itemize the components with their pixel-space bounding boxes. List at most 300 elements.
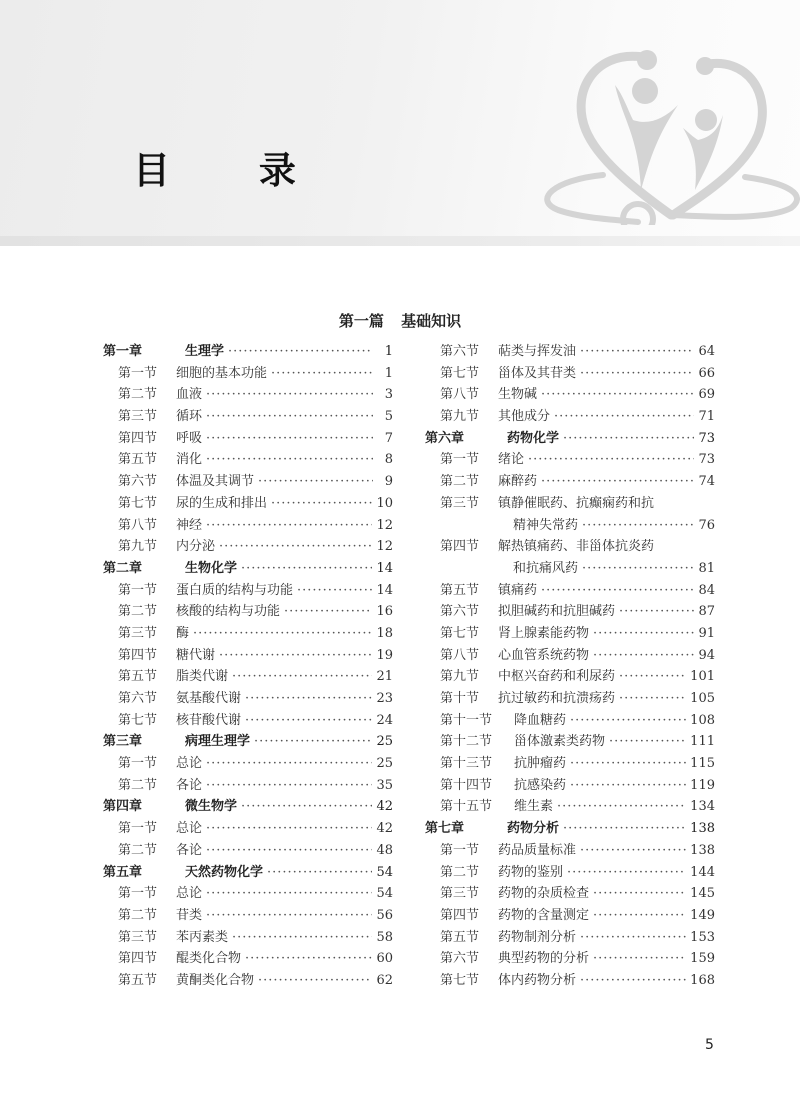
toc-chapter-row[interactable] xyxy=(425,428,715,450)
entry-title: 血液 xyxy=(176,387,203,403)
entry-page: 10 xyxy=(376,495,393,511)
toc-section-row[interactable] xyxy=(103,666,393,688)
entry-page: 84 xyxy=(698,582,715,598)
toc-section-row[interactable] xyxy=(425,840,715,862)
dot-leader xyxy=(206,428,373,450)
entry-page: 8 xyxy=(384,452,393,468)
entry-number: 第二节 xyxy=(118,842,158,858)
entry-page: 58 xyxy=(376,929,393,945)
entry-page: 159 xyxy=(690,951,715,967)
toc-section-row[interactable] xyxy=(103,905,393,927)
toc-section-row[interactable] xyxy=(103,753,393,775)
entry-title: 抗过敏药和抗溃疡药 xyxy=(498,691,616,706)
toc-section-row[interactable] xyxy=(425,905,715,927)
entry-title: 循环 xyxy=(176,409,203,425)
entry-number: 第六节 xyxy=(440,344,480,359)
entry-number: 第五节 xyxy=(118,452,158,468)
entry-title: 抗感染药 xyxy=(514,777,567,793)
entry-page: 42 xyxy=(376,799,393,815)
toc-section-row[interactable] xyxy=(103,449,393,471)
entry-page: 9 xyxy=(384,474,393,490)
toc-section-row[interactable] xyxy=(425,970,715,992)
entry-number: 第九节 xyxy=(440,669,480,685)
entry-number: 第五节 xyxy=(440,582,480,598)
toc-section-row[interactable] xyxy=(103,428,393,450)
toc-section-row[interactable] xyxy=(425,688,715,710)
entry-title: 药物化学 xyxy=(507,430,560,446)
dot-leader xyxy=(619,666,686,688)
dot-leader xyxy=(193,623,372,645)
entry-number: 第七节 xyxy=(440,365,480,381)
entry-number: 第四节 xyxy=(118,430,158,446)
dot-leader xyxy=(258,970,372,992)
dot-leader xyxy=(563,428,694,450)
dot-leader xyxy=(580,363,694,385)
entry-number: 第一节 xyxy=(118,365,158,381)
dot-leader xyxy=(206,515,372,537)
entry-title: 药物分析 xyxy=(507,821,560,837)
entry-number: 第一章 xyxy=(103,344,143,359)
entry-page: 73 xyxy=(698,430,715,446)
entry-page: 71 xyxy=(698,409,715,425)
dot-leader xyxy=(271,493,372,515)
entry-number: 第七节 xyxy=(440,625,480,641)
entry-title: 糖代谢 xyxy=(176,647,216,663)
dot-leader xyxy=(206,775,372,797)
entry-title: 中枢兴奋药和利尿药 xyxy=(498,669,616,685)
toc-section-row[interactable] xyxy=(103,580,393,602)
entry-number: 第十一节 xyxy=(440,712,493,728)
entry-number: 第一节 xyxy=(440,842,480,858)
entry-page: 144 xyxy=(690,864,715,880)
dot-leader xyxy=(541,384,694,406)
dot-leader xyxy=(258,471,373,493)
entry-title: 苯丙素类 xyxy=(176,929,229,945)
entry-number: 第三节 xyxy=(118,929,158,945)
entry-number: 第二节 xyxy=(118,387,158,403)
entry-number: 第六节 xyxy=(440,951,480,967)
toc-section-row[interactable] xyxy=(425,341,715,363)
dot-leader xyxy=(206,818,372,840)
entry-number: 第六节 xyxy=(118,474,158,490)
entry-number: 第七节 xyxy=(118,495,158,511)
dot-leader xyxy=(609,731,686,753)
entry-title: 消化 xyxy=(176,452,203,468)
entry-number: 第一节 xyxy=(118,582,158,598)
entry-page: 74 xyxy=(698,474,715,490)
toc-section-row[interactable] xyxy=(425,862,715,884)
entry-title: 镇静催眠药、抗癫痫药和抗 xyxy=(498,495,655,511)
toc-section-row[interactable] xyxy=(425,536,715,558)
toc-section-row[interactable] xyxy=(425,449,715,471)
entry-title: 心血管系统药物 xyxy=(498,647,590,663)
entry-number: 第七章 xyxy=(425,821,465,837)
entry-title: 药物制剂分析 xyxy=(498,929,577,945)
dot-leader xyxy=(582,558,694,580)
entry-title: 生理学 xyxy=(185,344,225,359)
dot-leader xyxy=(567,862,686,884)
dot-leader xyxy=(580,970,686,992)
entry-number: 第七节 xyxy=(118,712,158,728)
entry-page: 3 xyxy=(384,387,393,403)
family-heart-stethoscope-logo-icon xyxy=(533,25,800,225)
entry-number: 第三节 xyxy=(118,625,158,641)
entry-number: 第二节 xyxy=(440,864,480,880)
entry-title: 黄酮类化合物 xyxy=(176,972,255,988)
entry-number: 第三节 xyxy=(118,409,158,425)
toc-section-row[interactable] xyxy=(103,883,393,905)
entry-page: 60 xyxy=(376,951,393,967)
toc-section-row[interactable] xyxy=(425,710,715,732)
toc-section-row[interactable] xyxy=(103,927,393,949)
dot-leader xyxy=(245,710,372,732)
dot-leader xyxy=(206,753,372,775)
toc-section-row[interactable] xyxy=(425,384,715,406)
toc-section-row[interactable] xyxy=(425,753,715,775)
entry-page: 48 xyxy=(376,842,393,858)
toc-section-row[interactable] xyxy=(425,775,715,797)
entry-page: 111 xyxy=(690,734,715,750)
entry-title: 体内药物分析 xyxy=(498,972,577,988)
entry-number: 第十节 xyxy=(440,691,480,706)
entry-page: 21 xyxy=(376,669,393,685)
entry-number: 第五节 xyxy=(118,669,158,685)
entry-page: 69 xyxy=(698,387,715,403)
dot-leader xyxy=(593,883,686,905)
entry-title: 核苷酸代谢 xyxy=(176,712,242,728)
dot-leader xyxy=(241,558,372,580)
dot-leader xyxy=(241,796,372,818)
dot-leader xyxy=(593,645,694,667)
toc-section-row[interactable] xyxy=(425,471,715,493)
entry-title: 降血糖药 xyxy=(514,712,567,728)
entry-number: 第四节 xyxy=(440,907,480,923)
entry-title: 药物的鉴别 xyxy=(498,864,564,880)
entry-number: 第六章 xyxy=(425,430,465,446)
dot-leader xyxy=(232,927,372,949)
entry-number: 第五节 xyxy=(440,929,480,945)
entry-page: 134 xyxy=(690,799,715,815)
entry-page: 7 xyxy=(384,430,393,446)
entry-title: 氨基酸代谢 xyxy=(176,691,242,706)
entry-number: 第五节 xyxy=(118,972,158,988)
entry-page: 81 xyxy=(698,560,715,576)
entry-page: 138 xyxy=(690,842,715,858)
dot-leader xyxy=(267,862,372,884)
entry-page: 108 xyxy=(690,712,715,728)
entry-title: 镇痛药 xyxy=(498,582,538,598)
dot-leader xyxy=(254,731,372,753)
entry-title: 肾上腺素能药物 xyxy=(498,625,590,641)
entry-title: 各论 xyxy=(176,842,203,858)
toc-chapter-row[interactable] xyxy=(103,862,393,884)
entry-page: 91 xyxy=(698,625,715,641)
toc-section-row[interactable] xyxy=(425,363,715,385)
toc-section-row[interactable] xyxy=(103,493,393,515)
entry-number: 第三节 xyxy=(440,495,480,511)
entry-page: 16 xyxy=(376,604,393,620)
entry-title: 解热镇痛药、非甾体抗炎药 xyxy=(498,539,655,555)
dot-leader xyxy=(206,449,373,471)
toc-section-row[interactable] xyxy=(103,775,393,797)
toc-section-row[interactable] xyxy=(103,688,393,710)
toc-chapter-row[interactable] xyxy=(103,558,393,580)
entry-page: 149 xyxy=(690,907,715,923)
part-heading xyxy=(0,310,800,331)
entry-page: 1 xyxy=(384,344,393,359)
toc-chapter-row[interactable] xyxy=(103,796,393,818)
toc-section-row[interactable] xyxy=(103,536,393,558)
toc-section-row[interactable] xyxy=(425,645,715,667)
toc-section-row[interactable] xyxy=(103,471,393,493)
entry-title: 总论 xyxy=(176,821,203,837)
entry-title: 总论 xyxy=(176,886,203,902)
dot-leader xyxy=(593,948,686,970)
entry-page: 12 xyxy=(376,539,393,555)
dot-leader xyxy=(541,471,694,493)
dot-leader xyxy=(570,710,686,732)
entry-title-continued: 精神失常药 xyxy=(513,517,579,533)
entry-page: 35 xyxy=(376,777,393,793)
toc-section-row[interactable] xyxy=(103,645,393,667)
toc-right-column xyxy=(425,341,715,992)
entry-title: 抗肿瘤药 xyxy=(514,756,567,772)
dot-leader xyxy=(593,905,686,927)
dot-leader xyxy=(232,666,372,688)
entry-title: 神经 xyxy=(176,517,203,533)
dot-leader xyxy=(582,515,694,537)
entry-number: 第一节 xyxy=(118,821,158,837)
entry-number: 第一节 xyxy=(440,452,480,468)
toc-section-row[interactable] xyxy=(425,731,715,753)
entry-number: 第十二节 xyxy=(440,734,493,750)
dot-leader xyxy=(206,840,372,862)
entry-page: 14 xyxy=(376,582,393,598)
entry-number: 第六节 xyxy=(118,691,158,706)
entry-number: 第四节 xyxy=(118,647,158,663)
entry-title: 拟胆碱药和抗胆碱药 xyxy=(498,604,616,620)
entry-page: 25 xyxy=(376,756,393,772)
toc-section-row-continued[interactable] xyxy=(425,515,715,537)
entry-page: 87 xyxy=(698,604,715,620)
dot-leader xyxy=(580,341,694,363)
dot-leader xyxy=(219,536,372,558)
toc-section-row[interactable] xyxy=(103,710,393,732)
dot-leader xyxy=(580,840,686,862)
entry-title: 病理生理学 xyxy=(185,734,251,750)
toc-section-row[interactable] xyxy=(103,840,393,862)
toc-section-row[interactable] xyxy=(425,601,715,623)
toc-left-column xyxy=(103,341,393,992)
entry-page: 18 xyxy=(376,625,393,641)
dot-leader xyxy=(228,341,373,363)
entry-number: 第二章 xyxy=(103,560,143,576)
entry-title: 各论 xyxy=(176,777,203,793)
entry-number: 第二节 xyxy=(440,474,480,490)
dot-leader xyxy=(570,753,686,775)
entry-page: 168 xyxy=(690,972,715,988)
toc-section-row[interactable] xyxy=(103,363,393,385)
entry-page: 23 xyxy=(376,691,393,706)
entry-number: 第二节 xyxy=(118,777,158,793)
dot-leader xyxy=(206,384,373,406)
toc-section-row[interactable] xyxy=(425,406,715,428)
part-name: 基础知识 xyxy=(401,312,462,330)
toc-section-row[interactable] xyxy=(425,580,715,602)
entry-title: 细胞的基本功能 xyxy=(176,365,268,381)
dot-leader xyxy=(528,449,694,471)
dot-leader xyxy=(219,645,372,667)
entry-title: 其他成分 xyxy=(498,409,551,425)
toc-chapter-row[interactable] xyxy=(103,341,393,363)
dot-leader xyxy=(284,601,372,623)
dot-leader xyxy=(619,601,694,623)
entry-number: 第一节 xyxy=(118,886,158,902)
entry-number: 第四节 xyxy=(440,539,480,555)
toc-section-row[interactable] xyxy=(103,515,393,537)
dot-leader xyxy=(619,688,686,710)
entry-title: 药物的含量测定 xyxy=(498,907,590,923)
entry-title: 苷类 xyxy=(176,907,203,923)
entry-number: 第二节 xyxy=(118,907,158,923)
entry-page: 115 xyxy=(690,756,715,772)
entry-page: 66 xyxy=(698,365,715,381)
toc-section-row[interactable] xyxy=(103,406,393,428)
part-number: 第一篇 xyxy=(338,312,384,330)
entry-page: 119 xyxy=(690,777,715,793)
dot-leader xyxy=(593,623,694,645)
entry-number: 第一节 xyxy=(118,756,158,772)
toc-section-row[interactable] xyxy=(103,818,393,840)
entry-title-continued: 和抗痛风药 xyxy=(513,560,579,576)
entry-page: 105 xyxy=(690,691,715,706)
entry-title: 呼吸 xyxy=(176,430,203,446)
toc-chapter-row[interactable] xyxy=(103,731,393,753)
entry-title: 微生物学 xyxy=(185,799,238,815)
toc-section-row[interactable] xyxy=(103,948,393,970)
dot-leader xyxy=(271,363,373,385)
entry-title: 体温及其调节 xyxy=(176,474,255,490)
entry-number: 第三节 xyxy=(440,886,480,902)
dot-leader xyxy=(570,775,686,797)
entry-title: 麻醉药 xyxy=(498,474,538,490)
entry-page: 101 xyxy=(690,669,715,685)
entry-title: 生物碱 xyxy=(498,387,538,403)
entry-title: 天然药物化学 xyxy=(185,864,264,880)
dot-leader xyxy=(563,818,686,840)
header-divider-band xyxy=(0,236,800,246)
page-number: 5 xyxy=(705,1037,714,1053)
dot-leader xyxy=(245,688,372,710)
entry-page: 1 xyxy=(384,365,393,381)
entry-page: 25 xyxy=(376,734,393,750)
toc-section-row[interactable] xyxy=(103,601,393,623)
entry-page: 145 xyxy=(690,886,715,902)
entry-page: 5 xyxy=(384,409,393,425)
entry-title: 核酸的结构与功能 xyxy=(176,604,281,620)
entry-page: 76 xyxy=(698,517,715,533)
entry-page: 56 xyxy=(376,907,393,923)
entry-page: 94 xyxy=(698,647,715,663)
entry-number: 第十四节 xyxy=(440,777,493,793)
toc-chapter-row[interactable] xyxy=(425,818,715,840)
entry-title: 生物化学 xyxy=(185,560,238,576)
dot-leader xyxy=(245,948,372,970)
entry-title: 萜类与挥发油 xyxy=(498,344,577,359)
entry-number: 第八节 xyxy=(440,387,480,403)
entry-page: 54 xyxy=(376,886,393,902)
entry-title: 内分泌 xyxy=(176,539,216,555)
entry-title: 脂类代谢 xyxy=(176,669,229,685)
entry-number: 第十三节 xyxy=(440,756,493,772)
entry-title: 尿的生成和排出 xyxy=(176,495,268,511)
entry-page: 62 xyxy=(376,972,393,988)
entry-page: 153 xyxy=(690,929,715,945)
entry-title: 甾体及其苷类 xyxy=(498,365,577,381)
toc-section-row-continued[interactable] xyxy=(425,558,715,580)
toc-section-row[interactable] xyxy=(425,666,715,688)
entry-title: 蛋白质的结构与功能 xyxy=(176,582,294,598)
entry-title: 酶 xyxy=(176,625,190,641)
dot-leader xyxy=(557,796,686,818)
entry-title: 药品质量标准 xyxy=(498,842,577,858)
dot-leader xyxy=(206,406,373,428)
entry-page: 42 xyxy=(376,821,393,837)
entry-page: 12 xyxy=(376,517,393,533)
entry-title: 典型药物的分析 xyxy=(498,951,590,967)
dot-leader xyxy=(206,905,372,927)
entry-number: 第四章 xyxy=(103,799,143,815)
dot-leader xyxy=(541,580,694,602)
toc-section-row[interactable] xyxy=(103,623,393,645)
entry-number: 第十五节 xyxy=(440,799,493,815)
entry-number: 第二节 xyxy=(118,604,158,620)
toc-section-row[interactable] xyxy=(103,384,393,406)
dot-leader xyxy=(554,406,694,428)
toc-section-row[interactable] xyxy=(425,623,715,645)
dot-leader xyxy=(297,580,372,602)
entry-page: 14 xyxy=(376,560,393,576)
entry-page: 73 xyxy=(698,452,715,468)
entry-title: 总论 xyxy=(176,756,203,772)
toc-section-row[interactable] xyxy=(425,883,715,905)
toc-section-row[interactable] xyxy=(425,493,715,515)
toc-section-row[interactable] xyxy=(425,796,715,818)
entry-page: 138 xyxy=(690,821,715,837)
entry-number: 第六节 xyxy=(440,604,480,620)
entry-page: 64 xyxy=(698,344,715,359)
entry-page: 24 xyxy=(376,712,393,728)
page-title: 目 录 xyxy=(133,149,334,192)
entry-title: 甾体激素类药物 xyxy=(514,734,606,750)
dot-leader xyxy=(580,927,686,949)
entry-number: 第九节 xyxy=(440,409,480,425)
entry-number: 第八节 xyxy=(118,517,158,533)
entry-title: 绪论 xyxy=(498,452,525,468)
entry-number: 第九节 xyxy=(118,539,158,555)
entry-page: 19 xyxy=(376,647,393,663)
entry-number: 第四节 xyxy=(118,951,158,967)
toc-section-row[interactable] xyxy=(103,970,393,992)
entry-number: 第七节 xyxy=(440,972,480,988)
entry-title: 药物的杂质检查 xyxy=(498,886,590,902)
entry-number: 第五章 xyxy=(103,864,143,880)
toc-section-row[interactable] xyxy=(425,948,715,970)
entry-number: 第八节 xyxy=(440,647,480,663)
entry-page: 54 xyxy=(376,864,393,880)
toc-section-row[interactable] xyxy=(425,927,715,949)
entry-title: 维生素 xyxy=(514,799,554,815)
